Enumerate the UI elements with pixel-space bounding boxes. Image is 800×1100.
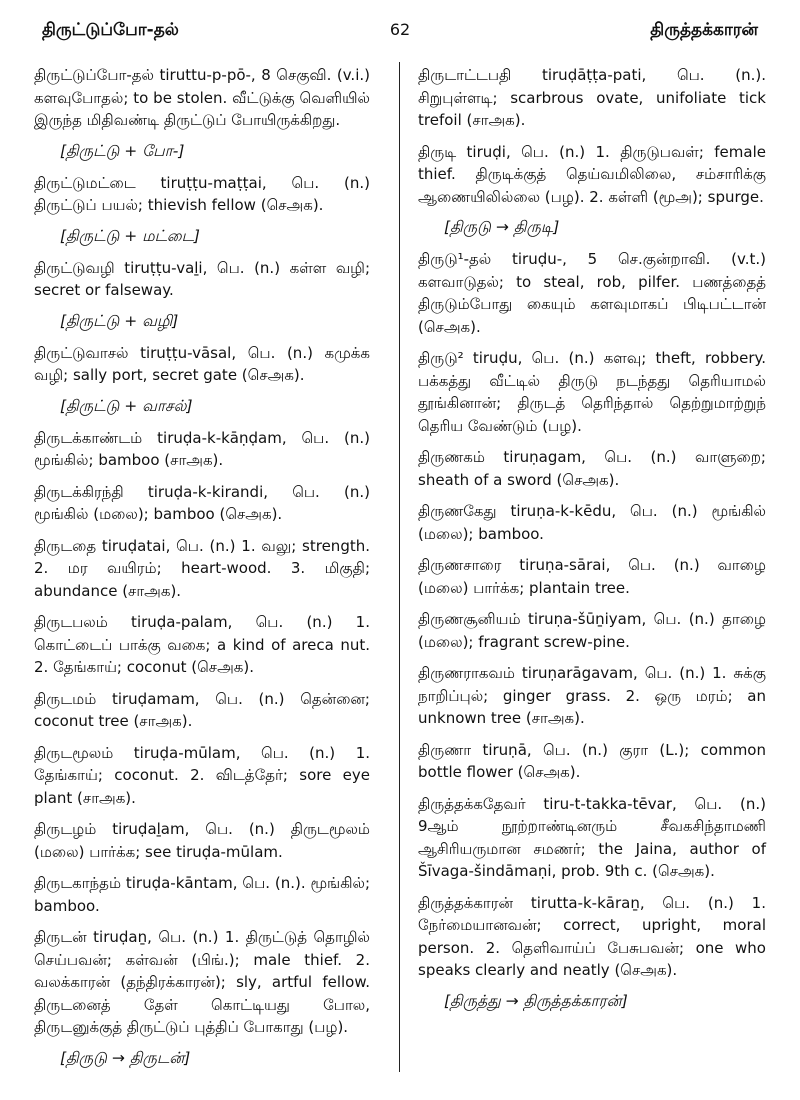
running-header <box>42 20 758 46</box>
left-column <box>34 64 370 1079</box>
right-column <box>418 64 766 1022</box>
dictionary-entry: திருணசாரை tiruṇa-sārai, பெ. (n.) வாழை (மலை) பார்க்க; plantain tree. <box>418 556 766 597</box>
column-divider <box>399 62 400 1072</box>
dictionary-entry: திருடி tiruḍi, பெ. (n.) 1. திருடுபவள்; female thief. திருடிக்குத் தெய்வமிலிலை, சம்சாரிக்கு ஆணையிலில்லை (பழ). 2. கள்ளி (மூஅ); spurge. <box>418 142 766 206</box>
dictionary-entry: திருடாட்டபதி tiruḍāṭṭa-pati, பெ. (n.). சிறுபுள்ளடி; scarbrous ovate, unifoliate tick trefoil (சாஅக). <box>418 66 766 129</box>
etymology-note: [திருட்டு + வாசல்] <box>60 396 193 415</box>
header-first-word: திருட்டுப்போ-தல் <box>42 20 179 40</box>
dictionary-entry: திருடு² tiruḍu, பெ. (n.) களவு; theft, robbery. பக்கத்து வீட்டில் திருடு நடந்தது தெரியாமல் தூங்கினான்; திருடத் தெரிந்தால் தெற்றுமாற்றுந் தெரிய வேண்டும் (பழ). <box>418 349 766 435</box>
page-number: 62 <box>389 20 411 39</box>
dictionary-entry: திருடமம் tiruḍamam, பெ. (n.) தென்னை; coconut tree (சாஅக). <box>34 689 370 730</box>
dictionary-entry: திருட்டுவழி tiruṭṭu-vaḻi, பெ. (n.) கள்ள வழி; secret or falseway. <box>34 258 370 299</box>
etymology-note: [திருட்டு + வழி] <box>60 311 179 330</box>
etymology-note: [திருட்டு + மட்டை] <box>60 226 200 245</box>
dictionary-entry: திருணா tiruṇā, பெ. (n.) குரா (L.); common bottle flower (செஅக). <box>418 740 766 781</box>
dictionary-entry: திருடக்கிரந்தி tiruḍa-k-kirandi, பெ. (n.) மூங்கில் (மலை); bamboo (செஅக). <box>34 482 370 523</box>
dictionary-entry: திருடமூலம் tiruḍa-mūlam, பெ. (n.) 1. தேங்காய்; coconut. 2. விடத்தேர்; sore eye plant (சாஅக). <box>34 743 370 807</box>
dictionary-entry: திருத்தக்கதேவர் tiru-t-takka-tēvar, பெ. (n.) 9ஆம் நூற்றாண்டினரும் சீவகசிந்தாமணி ஆசிரியருமான சமணர்; the Jaina, author of Šīvaga-šindāmaṇi, prob. 9th c. (செஅக). <box>418 794 766 880</box>
dictionary-entry: திருத்தக்காரன் tirutta-k-kāraṉ, பெ. (n.) 1. நேர்மையானவன்; correct, upright, moral person. 2. தெளிவாய்ப் பேசுபவன்; one who speaks clearly and neatly (செஅக). <box>418 893 766 979</box>
dictionary-entry: திருணகேது tiruṇa-k-kēdu, பெ. (n.) மூங்கில் (மலை); bamboo. <box>418 502 766 543</box>
etymology-note: [திருத்து → திருத்தக்காரன்] <box>444 991 628 1010</box>
dictionary-entry: திருணகம் tiruṇagam, பெ. (n.) வாளுறை; sheath of a sword (செஅக). <box>418 448 766 489</box>
dictionary-entry: திருடகாந்தம் tiruḍa-kāntam, பெ. (n.). மூங்கில்; bamboo. <box>34 874 370 915</box>
dictionary-entry: திருடதை tiruḍatai, பெ. (n.) 1. வலு; strength. 2. மர வயிரம்; heart-wood. 3. மிகுதி; abundance (சாஅக). <box>34 536 370 600</box>
header-last-word: திருத்தக்காரன் <box>650 20 758 40</box>
dictionary-entry: திருடபலம் tiruḍa-palam, பெ. (n.) 1. கொட்டைப் பாக்கு வகை; a kind of areca nut. 2. தேங்காய்; coconut (செஅக). <box>34 613 370 676</box>
dictionary-entry: திருட்டுமட்டை tiruṭṭu-maṭṭai, பெ. (n.) திருட்டுப் பயல்; thievish fellow (செஅக). <box>34 173 370 214</box>
etymology-note: [திருடு → திருடன்] <box>60 1048 191 1067</box>
dictionary-entry: திருட்டுவாசல் tiruṭṭu-vāsal, பெ. (n.) கமுக்க வழி; sally port, secret gate (செஅக). <box>34 343 370 384</box>
dictionary-entry: திருணராகவம் tiruṇarāgavam, பெ. (n.) 1. சுக்கு நாறிப்புல்; ginger grass. 2. ஒரு மரம்; an unknown tree (சாஅக). <box>418 664 766 727</box>
etymology-note: [திருட்டு + போ-] <box>60 141 185 160</box>
dictionary-entry: திருடழம் tiruḍaḻam, பெ. (n.) திருடமூலம் (மலை) பார்க்க; see tiruḍa-mūlam. <box>34 820 370 861</box>
dictionary-entry: திருணசூனியம் tiruṇa-šūṉiyam, பெ. (n.) தாழை (மலை); fragrant screw-pine. <box>418 610 766 651</box>
dictionary-entry: திருட்டுப்போ-தல் tiruttu-p-pō-, 8 செகுவி. (v.i.) களவுபோதல்; to be stolen. வீட்டுக்கு வெளியில் இருந்த மிதிவண்டி திருட்டுப் போயிருக்கிறது. <box>34 66 370 129</box>
dictionary-entry: திருடன் tiruḍaṉ, பெ. (n.) 1. திருட்டுத் தொழில் செய்பவன்; கள்வன் (பிங்.); male thief. 2. வலக்காரன் (தந்திரக்காரன்); sly, artful fellow. திருடனைத் தேள் கொட்டியது போல, திருடனுக்குத் திருட்டுப் புத்திப் போகாது (பழ). <box>34 928 370 1036</box>
dictionary-entry: திருடக்காண்டம் tiruḍa-k-kāṇḍam, பெ. (n.) மூங்கில்; bamboo (சாஅக). <box>34 428 370 469</box>
dictionary-entry: திருடு¹-தல் tiruḍu-, 5 செ.குன்றாவி. (v.t.) களவாடுதல்; to steal, rob, pilfer. பணத்தைத் திருடும்போது கையும் களவுமாகப் பிடிபட்டான் (செஅக). <box>418 250 766 336</box>
etymology-note: [திருடு → திருடி] <box>444 218 560 236</box>
